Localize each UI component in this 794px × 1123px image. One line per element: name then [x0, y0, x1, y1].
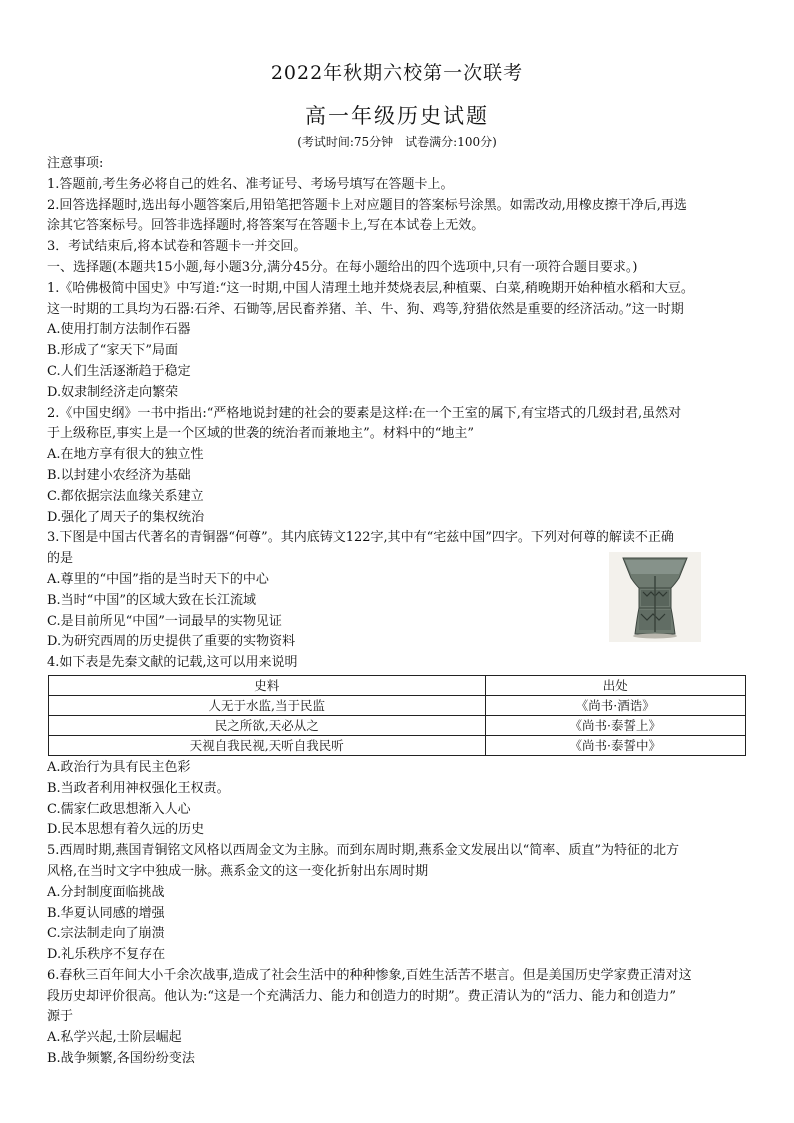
- question-stem: 段历史却评价很高。他认为:“这是一个充满活力、能力和创造力的时期”。费正清认为的“活力、能力和创造力”: [47, 988, 676, 1004]
- table-header: 史料: [49, 675, 486, 695]
- option-b: B.当政者利用神权强化王权责。: [47, 780, 230, 796]
- option-d: D.民本思想有着久远的历史: [47, 822, 205, 838]
- option-c: C.宗法制走向了崩溃: [47, 926, 165, 942]
- question-3: [47, 528, 749, 653]
- question-stem: 源于: [47, 1009, 74, 1025]
- option-a: A.尊里的“中国”指的是当时天下的中心: [47, 571, 269, 587]
- exam-title: 2022年秋期六校第一次联考: [270, 62, 524, 84]
- notice-item: 2.回答选择题时,选出每小题答案后,用铅笔把答题卡上对应题目的答案标号涂黑。如需改动,用橡皮擦干净后,再选: [47, 197, 687, 213]
- question-stem: 2.《中国史纲》一书中指出:“严格地说封建的社会的要素是这样:在一个王室的属下,有宝塔式的几级封君,虽然对: [47, 405, 682, 421]
- option-a: A.私学兴起,士阶层崛起: [47, 1030, 182, 1046]
- question-stem: 这一时期的工具均为石器:石斧、石锄等,居民畜养猪、羊、牛、狗、鸡等,狩猎依然是重要的经济活动。”这一时期: [47, 301, 684, 317]
- table-header: 出处: [485, 675, 745, 695]
- table-cell: 《尚书·酒诰》: [485, 695, 745, 715]
- question-stem: 5.西周时期,燕国青铜铭文风格以西周金文为主脉。而到东周时期,燕系金文发展出以“简率、质直”为特征的北方: [47, 843, 679, 859]
- notice-heading: 注意事项:: [47, 156, 104, 171]
- option-b: B.以封建小农经济为基础: [47, 467, 191, 483]
- section-heading: 一、选择题(本题共15小题,每小题3分,满分45分。在每小题给出的四个选项中,只有一项符合题目要求。): [47, 259, 638, 275]
- source-table: [48, 675, 746, 756]
- question-stem: 6.春秋三百年间大小千余次战事,造成了社会生活中的种种惨象,百姓生活苦不堪言。但是美国历史学家费正清对这: [47, 967, 692, 983]
- notice-item: 涂其它答案标号。回答非选择题时,将答案写在答题卡上,写在本试卷上无效。: [47, 218, 485, 234]
- option-c: C.儒家仁政思想渐入人心: [47, 801, 191, 817]
- question-stem: 风格,在当时文字中独成一脉。燕系金文的这一变化折射出东周时期: [47, 863, 429, 879]
- table-header-row: [49, 675, 746, 695]
- option-c: C.是目前所见“中国”一词最早的实物见证: [47, 613, 282, 629]
- question-2: [47, 404, 749, 529]
- option-a: A.在地方享有很大的独立性: [47, 447, 204, 463]
- exam-content: [47, 154, 749, 1070]
- option-d: D.为研究西周的历史提供了重要的实物资料: [47, 634, 296, 650]
- option-c: C.人们生活逐渐趋于稳定: [47, 363, 191, 379]
- table-cell: 天视自我民视,天听自我民听: [49, 735, 486, 755]
- option-d: D.强化了周天子的集权统治: [47, 509, 205, 525]
- question-stem: 于上级称臣,事实上是一个区域的世袭的统治者而兼地主”。材料中的“地主”: [47, 426, 475, 442]
- option-c: C.都依据宗法血缘关系建立: [47, 488, 204, 504]
- table-row: [49, 695, 746, 715]
- option-a: A.使用打制方法制作石器: [47, 322, 191, 338]
- question-5: [47, 841, 749, 966]
- question-stem: 4.如下表是先秦文献的记载,这可以用来说明: [47, 655, 298, 671]
- exam-info: (考试时间:75分钟 试卷满分:100分): [297, 135, 497, 149]
- question-6: [47, 966, 749, 1070]
- table-cell: 《尚书·泰誓中》: [485, 735, 745, 755]
- table-cell: 民之所欲,天必从之: [49, 715, 486, 735]
- option-d: D.奴隶制经济走向繁荣: [47, 384, 179, 400]
- option-b: B.当时“中国”的区域大致在长江流域: [47, 592, 256, 608]
- option-b: B.形成了“家天下”局面: [47, 343, 178, 359]
- question-stem: 的是: [47, 551, 74, 567]
- option-d: D.礼乐秩序不复存在: [47, 947, 166, 963]
- question-1: [47, 279, 749, 404]
- option-b: B.战争频繁,各国纷纷变法: [47, 1051, 195, 1067]
- notice-item: 1.答题前,考生务必将自己的姓名、准考证号、考场号填写在答题卡上。: [47, 176, 454, 192]
- question-stem: 3.下图是中国古代著名的青铜器“何尊”。其内底铸文122字,其中有“宅兹中国”四字。下列对何尊的解读不正确: [47, 530, 674, 546]
- table-cell: 人无于水监,当于民监: [49, 695, 486, 715]
- question-stem: 1.《哈佛极简中国史》中写道:“这一时期,中国人清理土地并焚烧表层,种植粟、白菜,稍晚期开始种植水稻和大豆。: [47, 280, 694, 296]
- table-row: [49, 735, 746, 755]
- table-cell: 《尚书·泰誓上》: [485, 715, 745, 735]
- option-a: A.政治行为具有民主色彩: [47, 759, 191, 775]
- exam-subject-title: 高一年级历史试题: [305, 104, 489, 128]
- option-b: B.华夏认同感的增强: [47, 905, 165, 921]
- option-a: A.分封制度面临挑战: [47, 884, 165, 900]
- notice-item: 3．考试结束后,将本试卷和答题卡一并交回。: [47, 239, 307, 255]
- table-row: [49, 715, 746, 735]
- bronze-vessel-image: [609, 552, 701, 642]
- question-4: [47, 653, 749, 841]
